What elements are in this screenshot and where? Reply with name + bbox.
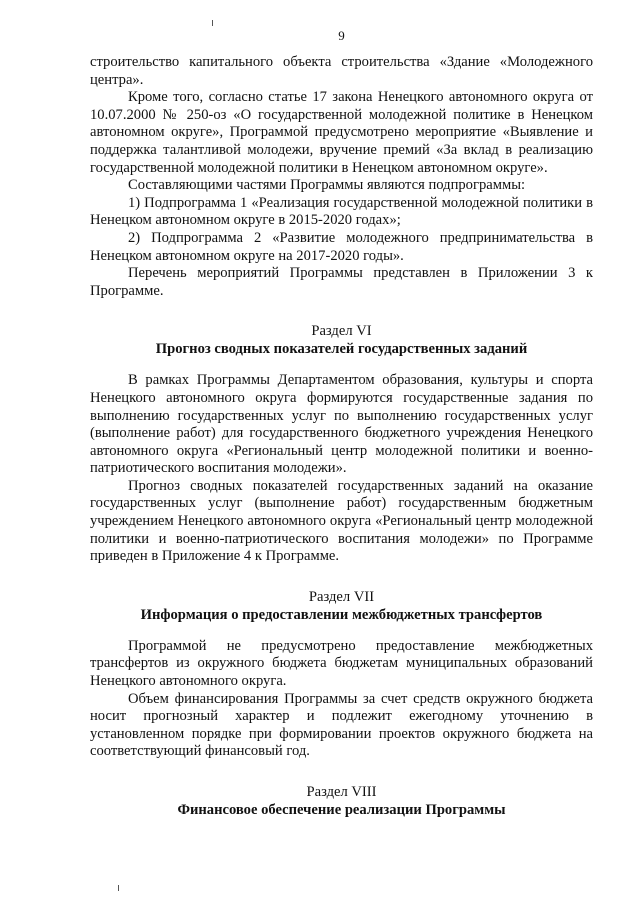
paragraph: Объем финансирования Программы за счет средств окружного бюджета носит прогнозный характер и подлежит ежегодному уточнению в установленном порядке при формировании проектов окружного бюджета на соответствующий финансовый год. (90, 690, 593, 760)
scan-mark-bottom (118, 885, 119, 891)
paragraph: Программой не предусмотрено предоставление межбюджетных трансфертов из окружного бюджета бюджетам муниципальных образований Ненецкого автономного округа. (90, 637, 593, 690)
intro-block (90, 54, 593, 300)
scan-mark-top (212, 20, 213, 26)
section-number: Раздел VII (308, 588, 375, 605)
section-title: Финансовое обеспечение реализации Программы (177, 802, 506, 818)
paragraph: 1) Подпрограмма 1 «Реализация государственной молодежной политики в Ненецком автономном округе в 2015-2020 годах»; (90, 194, 593, 229)
section-6 (90, 322, 593, 566)
section-number: Раздел VI (311, 323, 372, 340)
paragraph: Кроме того, согласно статье 17 закона Ненецкого автономного округа от 10.07.2000 № 250-оз «О государственной молодежной политике в Ненецком автономном округе», Программой предусмотрено мероприятие «Выявление и поддержка талантливой молодежи, вручение премий «За вклад в реализацию государственной молодежной политики в Ненецком автономном округе». (90, 89, 593, 176)
paragraph: Перечень мероприятий Программы представлен в Приложении 3 к Программе. (90, 265, 593, 299)
paragraph: В рамках Программы Департаментом образования, культуры и спорта Ненецкого автономного округа формируются государственные задания по выполнению государственных услуг по выполнению государственных услуг (выполнение работ) для государственного бюджетного учреждения Ненецкого автономного округа «Региональный центр молодежной политики и военно-патриотического воспитания молодежи». (90, 372, 593, 477)
page-number: 9 (338, 28, 345, 43)
document-page (90, 28, 593, 833)
section-number: Раздел VIII (306, 784, 377, 800)
paragraph: 2) Подпрограмма 2 «Развитие молодежного предпринимательства в Ненецком автономном округе на 2017-2020 годы». (90, 229, 593, 264)
section-title: Прогноз сводных показателей государственных заданий (155, 341, 528, 358)
paragraph: строительство капитального объекта строительства «Здание «Молодежного центра». (90, 54, 593, 88)
section-7 (90, 588, 593, 761)
section-8 (90, 783, 593, 819)
paragraph: Прогноз сводных показателей государственных заданий на оказание государственных услуг (выполнение работ) государственным бюджетным учреждением Ненецкого автономного округа «Региональный центр молодежной политики и военно-патриотического воспитания молодежи» по Программе приведен в Приложение 4 к Программе. (90, 477, 593, 565)
section-title: Информация о предоставлении межбюджетных трансфертов (140, 606, 543, 623)
paragraph: Составляющими частями Программы являются подпрограммы: (128, 177, 526, 194)
